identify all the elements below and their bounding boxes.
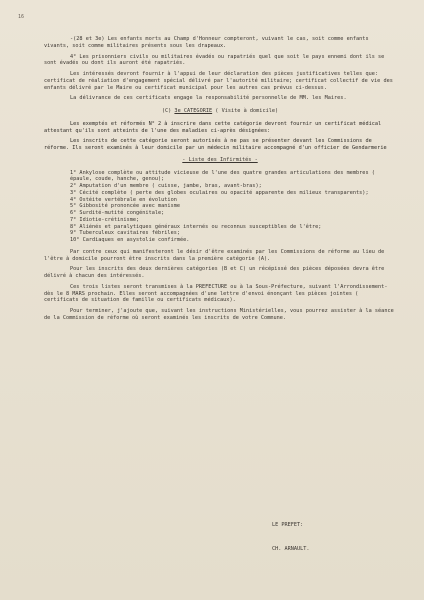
list-item: 5° Gibbosité prononcée avec manisme: [70, 203, 181, 210]
paragraph-military: -(28 et 3e) Les enfants morts au Champ d'Honneur compteront, vuivant le cas, soit comme enfants vivants, soit comme militaires présents sous les drapeaux.: [44, 36, 369, 49]
list-item: 10° Cardiaques en asystolie confirmée.: [70, 237, 190, 243]
paragraph-receipt: Pour les inscrits des deux dernières catégories (B et C) un récépissé des pièces déposées devra être délivré à chacun des intéressés.: [44, 266, 385, 279]
paragraph-exempt: Les exemptés et réformés N° 2 à inscrire dans cette catégorie devront fournir un certificat médical attestant qu'ils sont atteints de l'une des maladies ci-après désignées:: [44, 120, 382, 134]
paragraph-lists: Ces trois listes seront transmises à la PREFECTURE ou à la Sous-Préfecture, suivant l'Arrondissement- dès le 8 MARS prochain. Elles seront accompagnées d'une lettre d'envoi énonçant les pièces jointes ( certificats de situation de famille ou certificats médicaux).: [44, 283, 388, 304]
paragraph-closing: Pour terminer, j'ajoute que, suivant les instructions Ministérielles, vous pourrez assister à la séance de la Commission de réforme où seront examinés les inscrits de votre Commune.: [44, 308, 394, 321]
list-item: 7° Idiotie-crétinisme;: [70, 216, 140, 223]
infirmities-list: [44, 170, 396, 244]
paragraph-contrary: Par contre ceux qui manifesteront le désir d'être examinés par les Commissions de réforme au lieu de l'être à domicile pourront être inscrits dans la première catégorie (A).: [44, 248, 385, 262]
list-item: 8° Aliénés et paralytiques généraux internés ou reconnus susceptibles de l'être;: [70, 223, 322, 230]
paragraph-inscribed: Les inscrits de cette catégorie seront autorisés à ne pas se présenter devant les Commissions de réforme. Ils seront examinés à leur domicile par un médecin militaire accompagné d'un officier de Gendarmerie: [44, 138, 387, 151]
section-c-suffix: ( Visite à domicile): [215, 108, 279, 114]
list-item: 3° Cécité complète ( perte des globes oculaires ou opacité apparente des milieux transparents);: [70, 189, 369, 196]
list-item: 4° Ostéite vertébrale en évolution: [70, 196, 177, 203]
list-item: 1° Ankylose complète ou attitude vicieuse de l'une des quatre grandes articulations des membres ( épaule, coude, hanche, genou);: [70, 169, 375, 183]
infirmities-list-title: - Liste des Infirmités -: [182, 156, 258, 163]
paragraph-responsibility: La délivrance de ces certificats engage la responsabilité personnelle de MM. les Maires.: [70, 95, 347, 102]
list-item: 6° Surdité-mutité congénitale;: [70, 210, 165, 216]
section-c-label: 3e CATEGORIE: [174, 108, 213, 114]
list-item: 2° Amputation d'un membre ( cuisse, jambe, bras, avant-bras);: [70, 183, 262, 189]
document-body: [44, 36, 396, 326]
section-c-prefix: (C): [161, 108, 172, 114]
signature-name: CH. ARNAULT.: [272, 546, 310, 552]
list-item: 9° Tuberculeux cavitaires fébriles;: [70, 230, 181, 237]
paragraph-prisoners: 4° Les prisonniers civils ou militaires évadés ou rapatriés quel que soit le pays ennemi dont ils se sont évadés ou dont ils auront été rapatriés.: [44, 53, 385, 67]
signature-title: LE PREFET:: [272, 522, 304, 528]
section-c-heading: [44, 108, 396, 115]
paragraph-proofs: Les intéressés devront fournir à l'appui de leur déclaration des pièces justificatives telles que: certificat de réaliation d'engagement spécial délivré par l'autorité militaire; certificat collectif de vie des enfants délivré par le Maire ou certificat municipal pour les autres cas prévus ci-dessus.: [44, 71, 393, 91]
page-mark: 16: [18, 14, 25, 20]
